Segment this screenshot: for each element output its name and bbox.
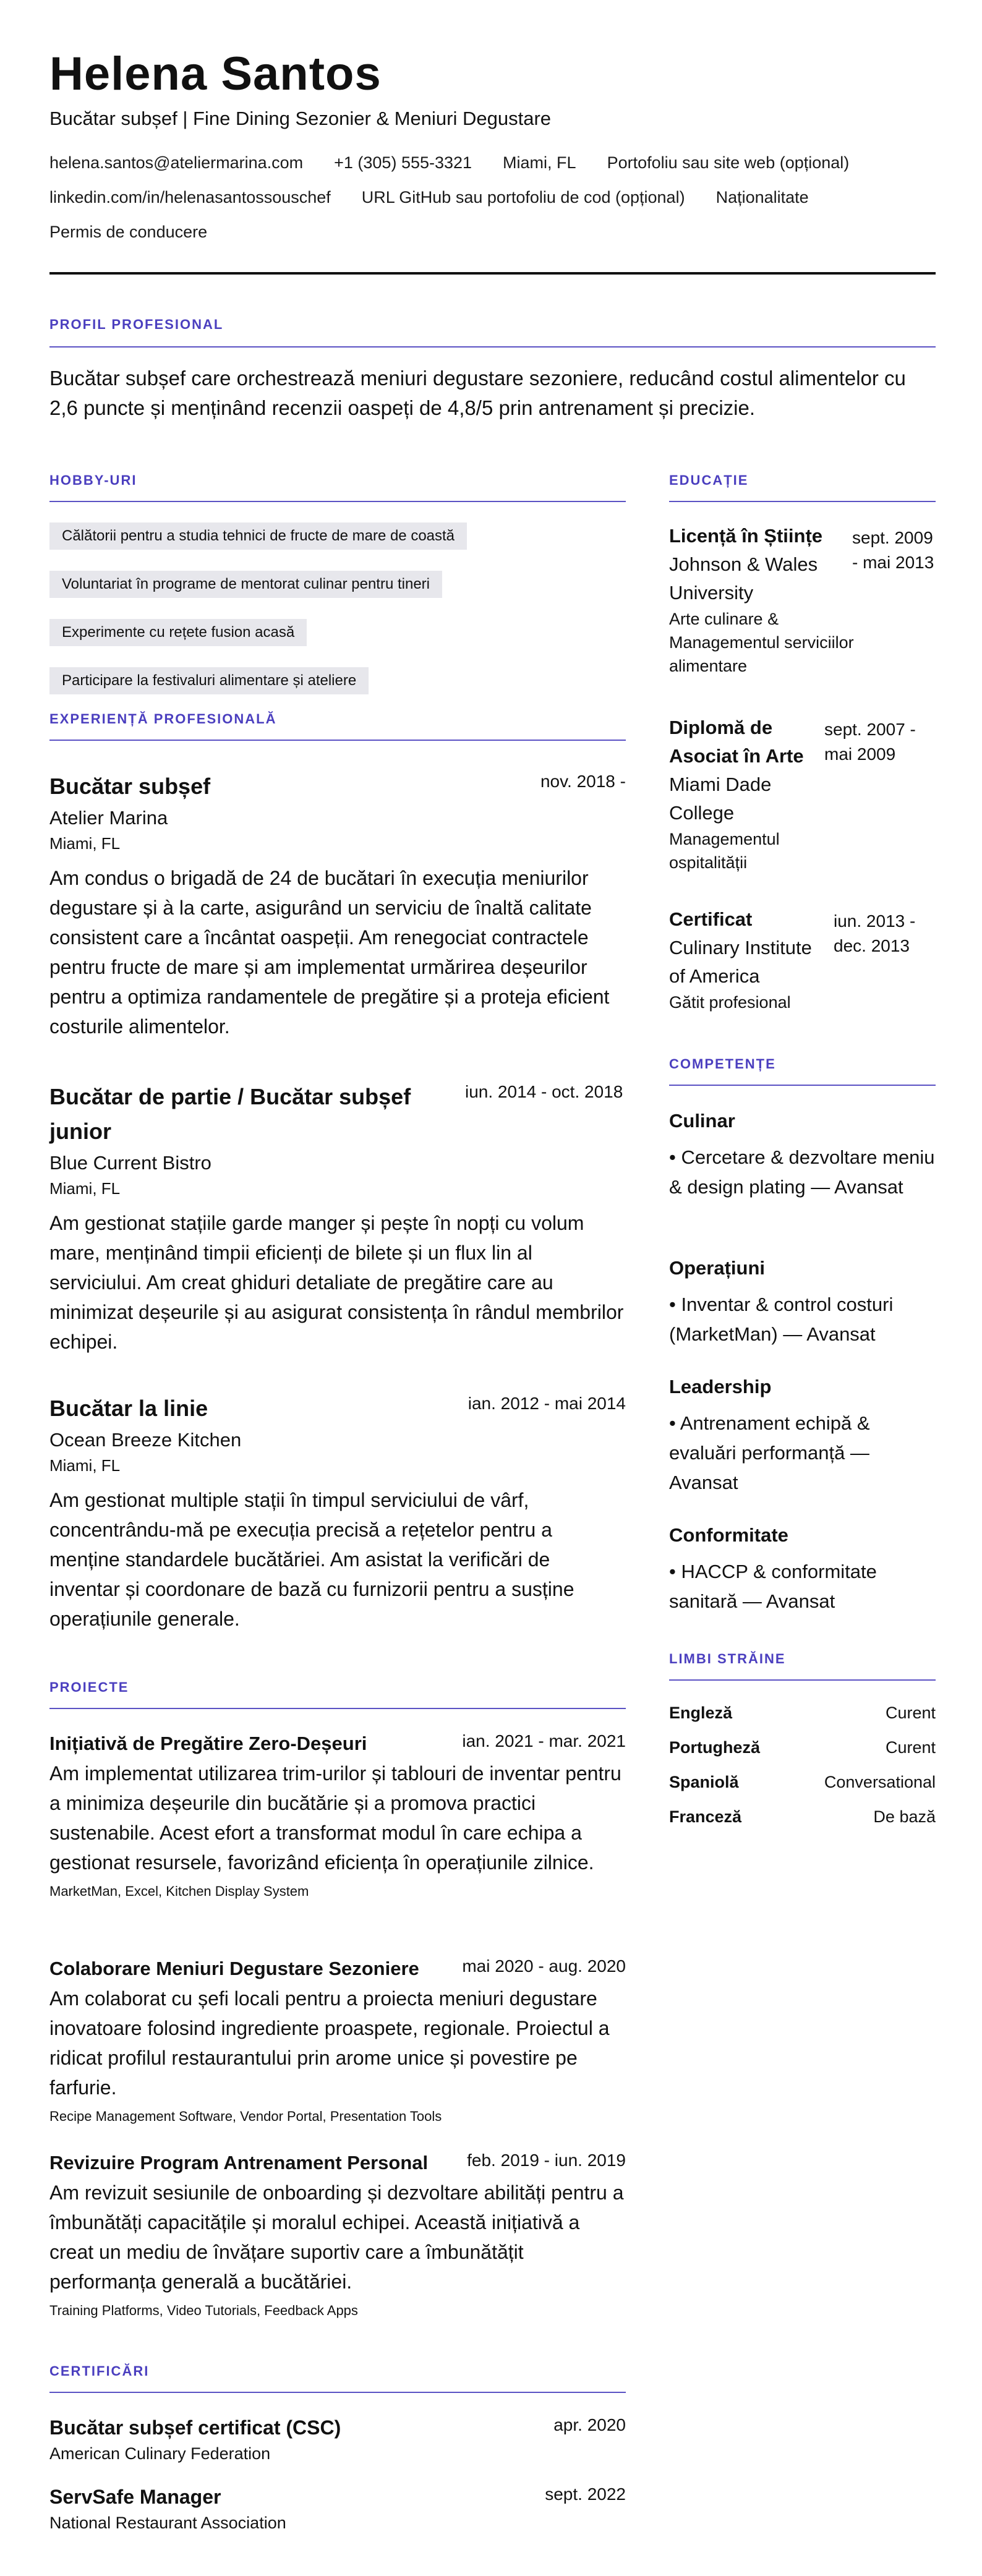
project-tools: Training Platforms, Video Tutorials, Feedback Apps (49, 2303, 358, 2318)
skill-category-name: Culinar (669, 1110, 735, 1132)
section-title-experience: EXPERIENȚĂ PROFESIONALĂ (49, 711, 277, 727)
language-row (669, 1736, 936, 1759)
certification-date: sept. 2022 (545, 2484, 626, 2504)
skill-category (669, 1373, 936, 1498)
certification-org: American Culinary Federation (49, 2444, 271, 2463)
contact-driving-license: Permis de conducere (49, 223, 208, 241)
section-title-projects: PROIECTE (49, 1679, 129, 1695)
candidate-headline: Bucătar subșef | Fine Dining Sezonier & Meniuri Degustare (49, 108, 552, 129)
section-rule-projects (49, 1708, 626, 1709)
education-degree: Certificat (669, 908, 753, 930)
project-date: feb. 2019 - iun. 2019 (467, 2151, 626, 2170)
section-title-certifications: CERTIFICĂRI (49, 2363, 150, 2379)
hobby-tag: Voluntariat în programe de mentorat culinar pentru tineri (49, 571, 442, 598)
skill-item: • HACCP & conformitate sanitară — Avansat (669, 1561, 877, 1612)
job-location: Miami, FL (49, 1456, 121, 1475)
skill-category (669, 1521, 936, 1616)
contact-location: Miami, FL (503, 153, 576, 172)
contact-linkedin[interactable]: linkedin.com/in/helenasantossouschef (49, 188, 331, 207)
skill-category-name: Operațiuni (669, 1257, 766, 1279)
job-description: Am gestionat multiple stații în timpul serviciului de vârf, concentrându-mă pe execuția precisă a rețetelor pentru a menține standardele bucătăriei. Am asistat la verificări de inventar și coordonare de bază cu furnizorii pentru a susține operațiunile generale. (49, 1489, 574, 1630)
job-company: Blue Current Bistro (49, 1152, 211, 1174)
certification-date: apr. 2020 (553, 2415, 626, 2434)
language-level: De bază (873, 1807, 936, 1826)
skill-item: • Antrenament echipă & evaluări performanță — Avansat (669, 1412, 870, 1493)
language-level: Curent (885, 1704, 936, 1722)
skill-category-name: Leadership (669, 1376, 772, 1397)
education-school: Johnson & Wales University (669, 553, 818, 603)
section-title-hobbies: HOBBY-URI (49, 472, 137, 488)
job-company: Atelier Marina (49, 807, 168, 829)
job-entry (49, 1080, 626, 1357)
profile-summary: Bucătar subșef care orchestrează meniuri degustare sezoniere, reducând costul alimentelor cu 2,6 puncte și menținând recenzii oaspeți de 4,8/5 prin antrenament și precizie. (49, 367, 906, 419)
job-entry (49, 769, 626, 1041)
section-rule-languages (669, 1679, 936, 1681)
hobbies-list (49, 522, 626, 715)
education-degree: Diplomă de Asociat în Arte (669, 717, 804, 767)
education-field: Gătit profesional (669, 993, 791, 1012)
header-divider (49, 272, 936, 275)
section-rule-hobbies (49, 501, 626, 502)
education-school: Miami Dade College (669, 774, 772, 824)
education-field: Arte culinare & Managementul serviciilor alimentare (669, 610, 854, 675)
education-entry (669, 714, 936, 874)
project-entry (49, 2148, 626, 2321)
certification-entry (49, 2482, 626, 2534)
job-date: nov. 2018 - (540, 772, 626, 791)
project-tools: Recipe Management Software, Vendor Portal, Presentation Tools (49, 2109, 442, 2124)
job-date: ian. 2012 - mai 2014 (468, 1394, 626, 1413)
project-tools: MarketMan, Excel, Kitchen Display System (49, 1883, 309, 1899)
job-title: Bucătar la linie (49, 1396, 208, 1421)
skill-category (669, 1107, 936, 1202)
language-name: Engleză (669, 1704, 733, 1722)
job-location: Miami, FL (49, 1179, 121, 1198)
contact-email[interactable]: helena.santos@ateliermarina.com (49, 153, 304, 172)
certification-title: ServSafe Manager (49, 2486, 221, 2508)
education-date: iun. 2013 - dec. 2013 (834, 911, 916, 955)
candidate-name: Helena Santos (49, 48, 382, 100)
job-description: Am gestionat stațiile garde manger și pește în nopți cu volum mare, menținând timpii eficienți de bilete și un flux lin al serviciului. Am creat ghiduri detaliate de pregătire care au minimizat deșeurile și au asigurat consistența în rândul membrilor echipei. (49, 1212, 624, 1353)
project-description: Am revizuit sesiunile de onboarding și dezvoltare abilități pentru a îmbunătăți capacitățile și moralul echipei. Această inițiativă a creat un mediu de învățare suportiv care a îmbunătățit performanța generală a bucătăriei. (49, 2181, 624, 2293)
language-name: Franceză (669, 1807, 742, 1826)
hobby-tag: Participare la festivaluri alimentare și ateliere (49, 667, 369, 694)
project-description: Am implementat utilizarea trim-urilor și tablouri de inventar pentru a minimiza deșeurile din bucătărie și a promova practici sustenabile. Acest efort a transformat modul în care echipa a gestionat resursele, favorizând eficiența în operațiunile zilnice. (49, 1762, 621, 1874)
job-location: Miami, FL (49, 834, 121, 853)
education-degree: Licență în Științe (669, 525, 823, 547)
contact-phone[interactable]: +1 (305) 555-3321 (334, 153, 472, 172)
education-school: Culinary Institute of America (669, 937, 812, 987)
job-company: Ocean Breeze Kitchen (49, 1429, 242, 1451)
language-row (669, 1771, 936, 1793)
project-title: Inițiativă de Pregătire Zero-Deșeuri (49, 1733, 367, 1754)
language-level: Conversational (824, 1773, 936, 1791)
job-date: iun. 2014 - oct. 2018 (465, 1082, 623, 1101)
section-title-profile: PROFIL PROFESIONAL (49, 317, 224, 332)
project-entry (49, 1954, 626, 2127)
job-title: Bucătar de partie / Bucătar subșef junior (49, 1084, 411, 1144)
skill-item: • Cercetare & dezvoltare meniu & design plating — Avansat (669, 1146, 935, 1198)
language-name: Portugheză (669, 1738, 761, 1757)
certification-org: National Restaurant Association (49, 2514, 286, 2532)
project-date: ian. 2021 - mar. 2021 (462, 1731, 626, 1751)
job-entry (49, 1391, 626, 1634)
section-title-skills: COMPETENȚE (669, 1056, 776, 1072)
section-rule-experience (49, 740, 626, 741)
project-title: Colaborare Meniuri Degustare Sezoniere (49, 1958, 419, 1979)
section-title-education: EDUCAȚIE (669, 472, 749, 488)
project-description: Am colaborat cu șefi locali pentru a proiecta meniuri degustare inovatoare folosind ingrediente proaspete, regionale. Proiectul a ridicat profilul restaurantului prin arome unice și povestire pe farfurie. (49, 1987, 610, 2099)
hobby-tag: Experimente cu rețete fusion acasă (49, 619, 307, 646)
section-rule-profile (49, 346, 936, 348)
section-rule-education (669, 501, 936, 502)
contact-portfolio[interactable]: Portofoliu sau site web (opțional) (607, 153, 850, 172)
job-description: Am condus o brigadă de 24 de bucătari în execuția meniurilor degustare și à la carte, asigurând un serviciu de înaltă calitate consistent care a încântat oaspeții. Am renegociat contractele pentru fructe de mare și am implementat urmărirea deșeurilor pentru a optimiza randamentele de pregătire și a proteja eficient costurile alimentelor. (49, 867, 610, 1038)
certification-entry (49, 2413, 626, 2465)
project-date: mai 2020 - aug. 2020 (462, 1956, 626, 1976)
language-row (669, 1702, 936, 1724)
education-date: sept. 2009 - mai 2013 (852, 528, 934, 572)
skill-category-name: Conformitate (669, 1524, 788, 1546)
project-title: Revizuire Program Antrenament Personal (49, 2152, 429, 2173)
section-title-languages: LIMBI STRĂINE (669, 1651, 786, 1666)
project-entry (49, 1729, 626, 1902)
language-level: Curent (885, 1738, 936, 1757)
hobby-tag: Călătorii pentru a studia tehnici de fructe de mare de coastă (49, 522, 467, 550)
language-name: Spaniolă (669, 1773, 739, 1791)
skill-category (669, 1254, 936, 1349)
language-row (669, 1806, 936, 1828)
contact-nationality: Naționalitate (715, 188, 809, 207)
section-rule-skills (669, 1085, 936, 1086)
contact-github[interactable]: URL GitHub sau portofoliu de cod (opțional) (361, 188, 685, 207)
job-title: Bucătar subșef (49, 774, 211, 799)
contact-info (49, 151, 936, 244)
skill-item: • Inventar & control costuri (MarketMan) — Avansat (669, 1294, 894, 1345)
education-field: Managementul ospitalității (669, 830, 780, 872)
education-entry (669, 905, 936, 1014)
certification-title: Bucătar subșef certificat (CSC) (49, 2416, 341, 2439)
education-entry (669, 522, 936, 678)
section-rule-certifications (49, 2392, 626, 2393)
education-date: sept. 2007 - mai 2009 (824, 720, 916, 764)
